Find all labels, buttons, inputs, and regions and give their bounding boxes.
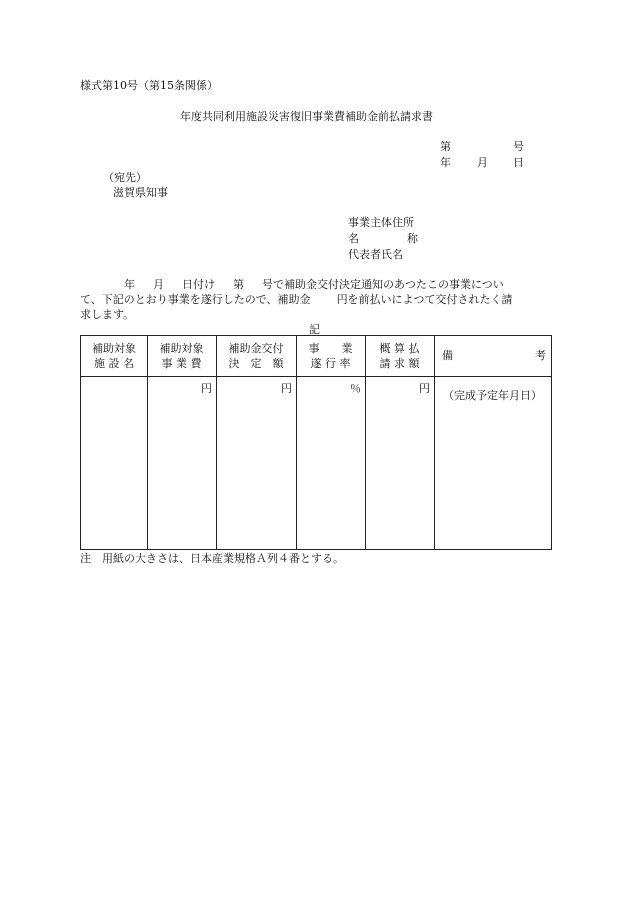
applicant-block xyxy=(348,215,418,263)
body-date: 日付け xyxy=(182,278,215,291)
body-number-prefix: 第 xyxy=(233,278,244,291)
body-line2-a: て、下記のとおり事業を遂行したので、補助金 xyxy=(80,293,311,306)
body-line3: 求します。 xyxy=(80,308,135,321)
header-facility-name: 補助対象 施 設 名 xyxy=(92,342,136,370)
document-title: 年度共同利用施設災害復旧事業費補助金前払請求書 xyxy=(180,110,433,123)
ki-heading: 記 xyxy=(309,323,320,336)
number-prefix-label: 第 xyxy=(440,140,451,153)
table-header-divider xyxy=(81,376,551,377)
header-project-cost: 補助対象 事 業 費 xyxy=(159,342,204,370)
form-number: 様式第10号（第15条関係） xyxy=(80,79,218,92)
governor-label: 滋賀県知事 xyxy=(113,186,168,199)
request-body-text xyxy=(80,277,550,322)
footer-note: 注 用紙の大きさは、日本産業規格Ａ列４番とする。 xyxy=(80,552,344,565)
applicant-name-row xyxy=(348,231,418,247)
unit-yen-decided-amount: 円 xyxy=(281,382,292,395)
number-suffix-label: 号 xyxy=(513,140,524,153)
applicant-name-label-1: 名 xyxy=(348,232,359,245)
body-line2-b: 円を前払いによつて交付されたく請 xyxy=(336,293,513,306)
unit-yen-project-cost: 円 xyxy=(201,382,212,395)
applicant-address-label: 事業主体住所 xyxy=(348,216,414,229)
unit-yen-request-amount: 円 xyxy=(419,382,430,395)
remarks-completion-date-note: （完成予定年月日） xyxy=(443,389,542,402)
body-year: 年 xyxy=(124,278,135,291)
table-col-divider xyxy=(434,336,435,549)
request-table: 補助対象 施 設 名 補助対象 事 業 費 補助金交付 決 定 額 事 業 遂 行 率 概 算 払 請 求 額 備 考 円 円 ％ 円 （完成予定年月日） xyxy=(80,335,552,550)
date-day-label: 日 xyxy=(513,156,524,169)
applicant-representative-label: 代表者氏名 xyxy=(348,248,403,261)
body-month: 月 xyxy=(153,278,164,291)
body-line1: 号で補助金交付決定通知のあつたこの事業につい xyxy=(262,278,504,291)
date-year-label: 年 xyxy=(440,156,451,169)
header-decided-amount: 補助金交付 決 定 額 xyxy=(228,342,284,370)
header-execution-rate: 事 業 遂 行 率 xyxy=(308,342,353,370)
unit-percent-rate: ％ xyxy=(350,382,361,395)
addressee-label: （宛先） xyxy=(103,171,147,184)
header-request-amount: 概 算 払 請 求 額 xyxy=(379,342,420,370)
date-month-label: 月 xyxy=(477,156,488,169)
applicant-name-label-2: 称 xyxy=(407,232,418,245)
